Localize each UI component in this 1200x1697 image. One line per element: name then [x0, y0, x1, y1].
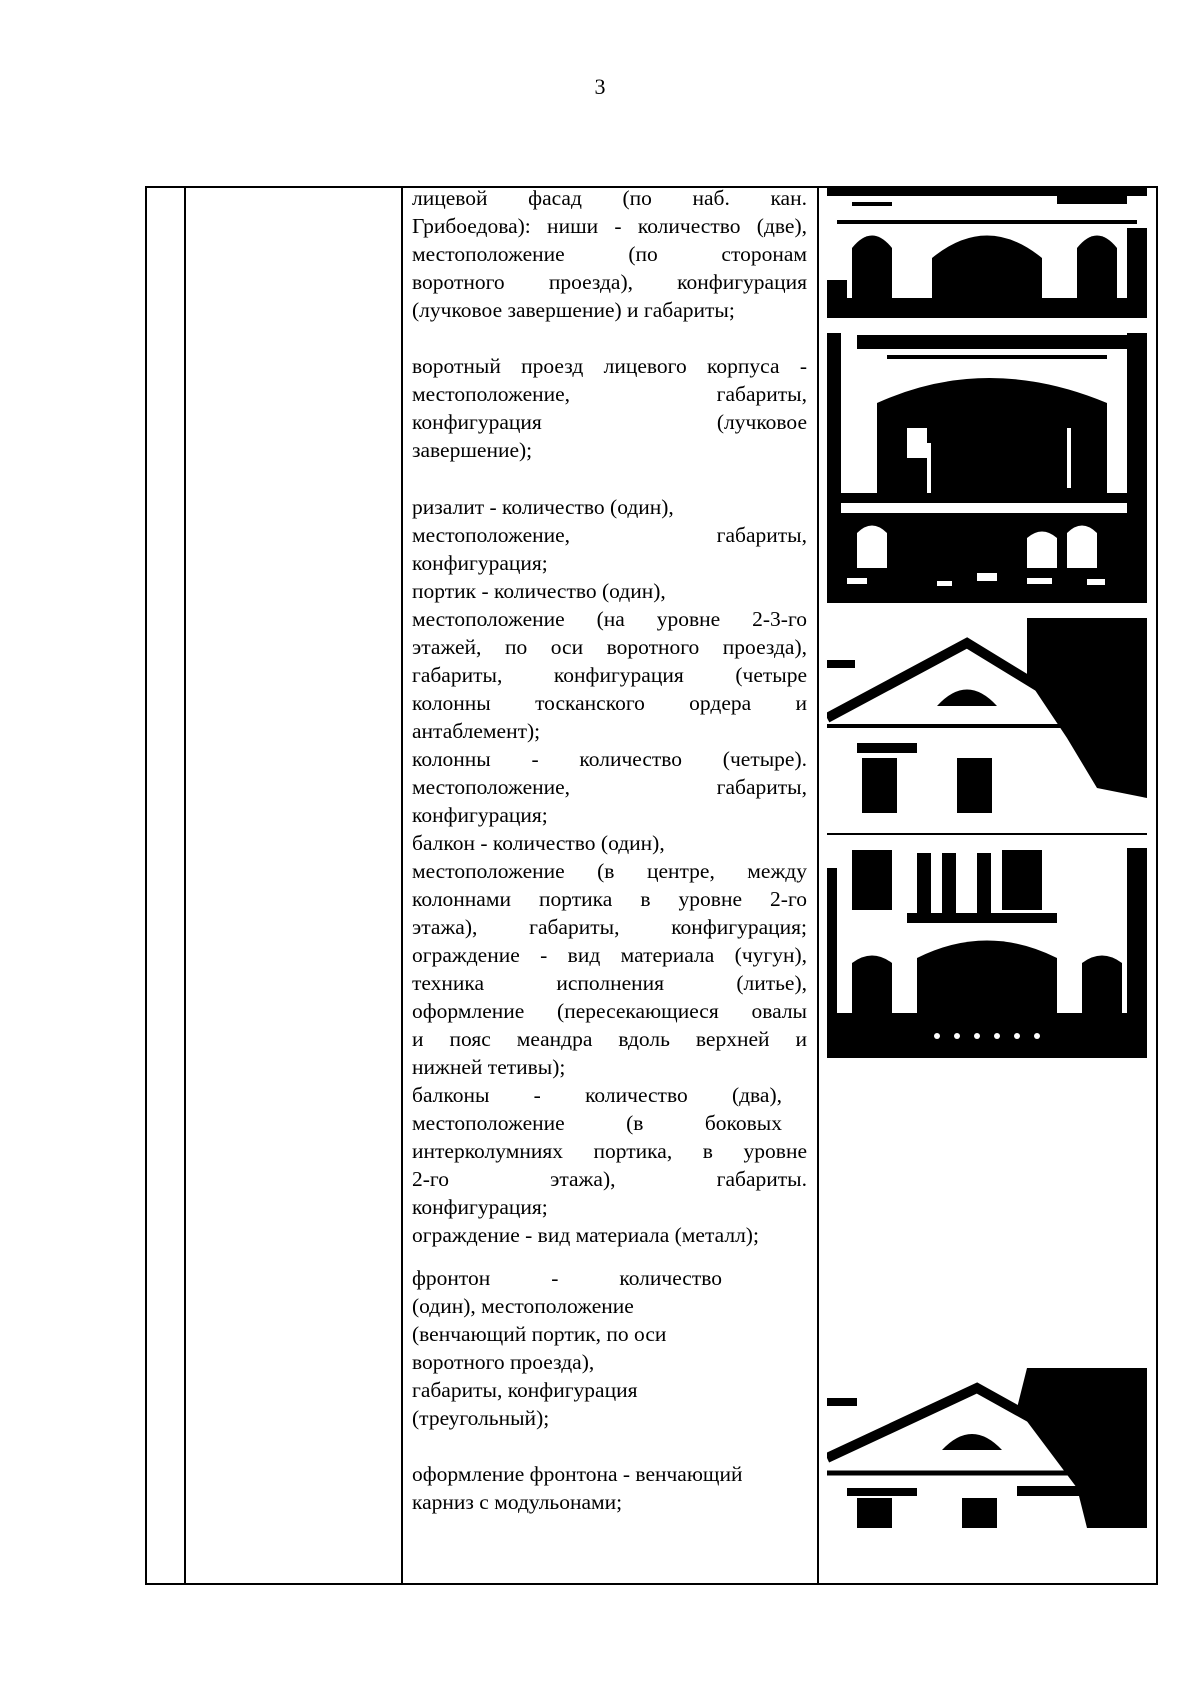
text-line: габариты, конфигурация (четыре — [412, 663, 807, 687]
text-line: оформление (пересекающиеся овалы — [412, 999, 807, 1023]
text-line: нижней тетивы); — [412, 1055, 566, 1079]
text-line: местоположение, габариты, — [412, 382, 807, 406]
text-line: воротного проезда), конфигурация — [412, 270, 807, 294]
paragraph-risalit-portico — [412, 493, 807, 1249]
text-line: 2-го этажа), габариты. — [412, 1167, 807, 1191]
text-line: антаблемент); — [412, 719, 541, 743]
text-line: завершение); — [412, 438, 533, 462]
page-number: 3 — [594, 74, 606, 99]
text-line: ограждение - вид материала (чугун), — [412, 943, 807, 967]
facade-niches-photo — [827, 188, 1147, 318]
text-line: оформление фронтона - венчающий — [412, 1462, 743, 1486]
text-line: ризалит - количество (один), — [412, 495, 674, 519]
text-line: Грибоедова): ниши - количество (две), — [412, 214, 807, 238]
text-line: карниз с модульонами; — [412, 1490, 623, 1514]
text-line: местоположение (по сторонам — [412, 242, 807, 266]
text-line: конфигурация (лучковое — [412, 410, 807, 434]
text-line: (один), местоположение — [412, 1294, 634, 1318]
text-line: местоположение (на уровне 2-3-го — [412, 607, 807, 631]
text-line: интерколумниях портика, в уровне — [412, 1139, 807, 1163]
text-line: колонны - количество (четыре). — [412, 747, 807, 771]
text-line: конфигурация; — [412, 1195, 548, 1219]
pediment-photo — [827, 1368, 1147, 1528]
text-line: этажа), габариты, конфигурация; — [412, 915, 807, 939]
column-divider — [401, 188, 403, 1583]
text-line: колонны тосканского ордера и — [412, 691, 807, 715]
gate-passage-photo — [827, 333, 1147, 603]
text-line: конфигурация; — [412, 551, 548, 575]
text-line: лицевой фасад (по наб. кан. — [412, 186, 807, 210]
text-line: (лучковое завершение) и габариты; — [412, 298, 735, 322]
text-line: габариты, конфигурация — [412, 1378, 638, 1402]
document-table — [145, 186, 1158, 1585]
text-line: фронтон - количество — [412, 1266, 722, 1290]
text-line: техника исполнения (литье), — [412, 971, 807, 995]
paragraph-niches — [412, 184, 807, 324]
paragraph-pediment-decoration — [412, 1460, 807, 1516]
text-line: колоннами портика в уровне 2-го — [412, 887, 807, 911]
text-line: конфигурация; — [412, 803, 548, 827]
text-line: местоположение (в боковых — [412, 1111, 782, 1135]
text-line: (треугольный); — [412, 1406, 550, 1430]
text-line: портик - количество (один), — [412, 579, 666, 603]
text-line: и пояс меандра вдоль верхней и — [412, 1027, 807, 1051]
text-line: этажей, по оси воротного проезда), — [412, 635, 807, 659]
text-line: ограждение - вид материала (металл); — [412, 1223, 759, 1247]
text-line: воротного проезда), — [412, 1350, 595, 1374]
text-line: местоположение, габариты, — [412, 775, 807, 799]
risalit-portico-photo — [827, 618, 1147, 1058]
text-line: балкон - количество (один), — [412, 831, 665, 855]
column-divider — [184, 188, 186, 1583]
text-line: (венчающий портик, по оси — [412, 1322, 667, 1346]
column-divider — [817, 188, 819, 1583]
text-line: воротный проезд лицевого корпуса - — [412, 354, 807, 378]
text-line: балконы - количество (два), — [412, 1083, 782, 1107]
text-line: местоположение (в центре, между — [412, 859, 807, 883]
paragraph-gate-passage — [412, 352, 807, 464]
paragraph-pediment — [412, 1264, 722, 1432]
text-line: местоположение, габариты, — [412, 523, 807, 547]
